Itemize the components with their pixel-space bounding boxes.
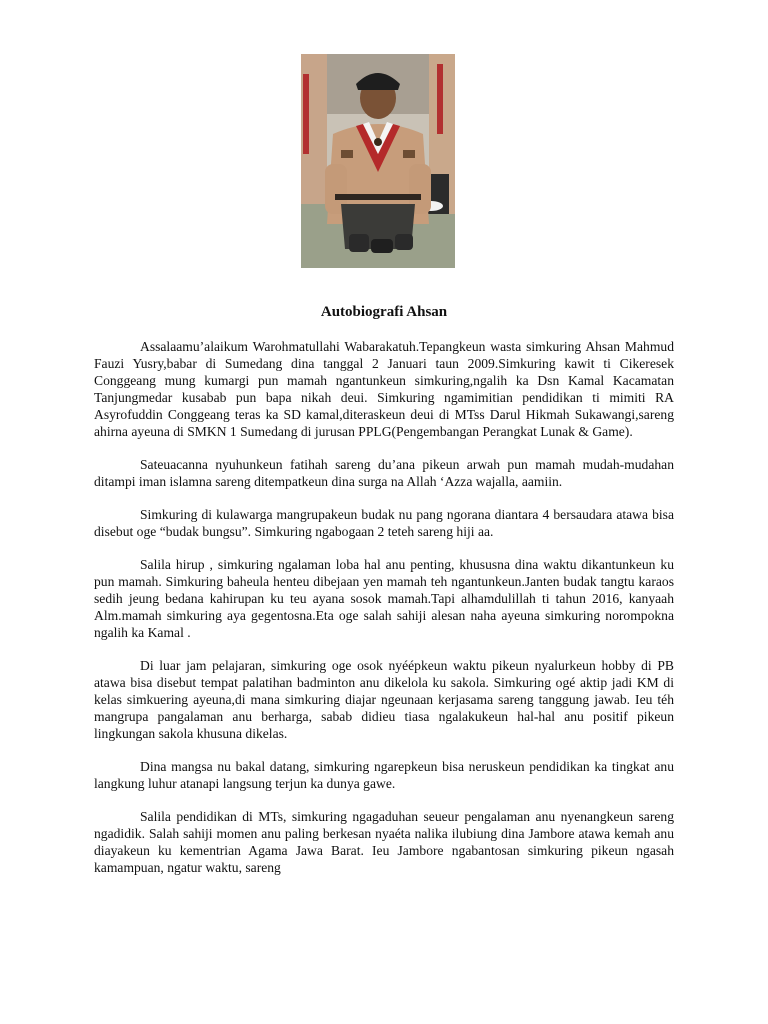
scout-portrait-image xyxy=(301,54,455,268)
document-body xyxy=(94,338,674,892)
paragraph: Sateuacanna nyuhunkeun fatihah sareng du’ana pikeun arwah pun mamah mudah-mudahan ditampi iman islamna sareng ditempatkeun dina surga na Allah ‘Azza wajalla, aamiin. xyxy=(94,457,674,489)
paragraph: Salila hirup , simkuring ngalaman loba hal anu penting, khususna dina waktu dikantunkeun ku pun mamah. Simkuring baheula henteu dibejaan yen mamah teh ngantunkeun.Janten budak tangtu karaos sedih jeung bedana kahirupan ku teu ayana sosok mamah.Tapi alhamdulillah ti tahun 2016, kanyaah Alm.mamah simkuring aya gegentosna.Eta oge salah sahiji alesan naha ayeuna simkuring norompokna ngalih ka Kamal . xyxy=(94,557,674,640)
document-title: Autobiografi Ahsan xyxy=(320,304,448,320)
paragraph: Dina mangsa nu bakal datang, simkuring ngarepkeun bisa neruskeun pendidikan ka tingkat anu langkung luhur atanapi langsung terjun ka dunya gawe. xyxy=(94,759,674,791)
paragraph: Salila pendidikan di MTs, simkuring ngagaduhan seueur pengalaman anu nyenangkeun sareng ngadidik. Salah sahiji momen anu paling berkesan nyaéta nalika ilubiung dina Jambore atawa kemah anu diayakeun ku kementrian Agama Jawa Barat. Ieu Jambore ngabantosan simkuring pikeun ngasah kamampuan, ngatur waktu, sareng xyxy=(94,809,674,875)
paragraph: Simkuring di kulawarga mangrupakeun budak nu pang ngorana diantara 4 bersaudara atawa bisa disebut oge “budak bungsu”. Simkuring ngabogaan 2 teteh sareng hiji aa. xyxy=(94,507,674,539)
paragraph: Assalaamu’alaikum Warohmatullahi Wabarakatuh.Tepangkeun wasta simkuring Ahsan Mahmud Fauzi Yusry,babar di Sumedang dina tanggal 2 Januari taun 2009.Simkuring kawit ti Cikeresek Conggeang mung kumargi pun mamah ngantunkeun simkuring,ngalih ka Dsn Kamal Kacamatan Tanjungmedar kusabab pun bapa nikah deui. Simkuring ngamimitian pendidikan ti mimiti RA Asyrofuddin Conggeang teras ka SD kamal,diteraskeun deui di MTss Darul Hikmah Sukawangi,sareng ahirna ayeuna di SMKN 1 Sumedang di jurusan PPLG(Pengembangan Perangkat Lunak & Game). xyxy=(94,339,674,439)
portrait-photo xyxy=(301,54,455,268)
paragraph: Di luar jam pelajaran, simkuring oge osok nyéépkeun waktu pikeun nyalurkeun hobby di PB atawa bisa disebut tempat palatihan badminton anu dikelola ku sakola. Simkuring ogé aktip jadi KM di kelas simkuering ayeuna,di mana simkuring diajar ngeunaan kerjasama sareng tanggung jawab. Ieu téh mangrupa pangalaman anu berharga, sabab didieu tiasa ngalakukeun hal-hal anu positif pikeun lingkungan sakola khusuna dikelas. xyxy=(94,658,674,741)
